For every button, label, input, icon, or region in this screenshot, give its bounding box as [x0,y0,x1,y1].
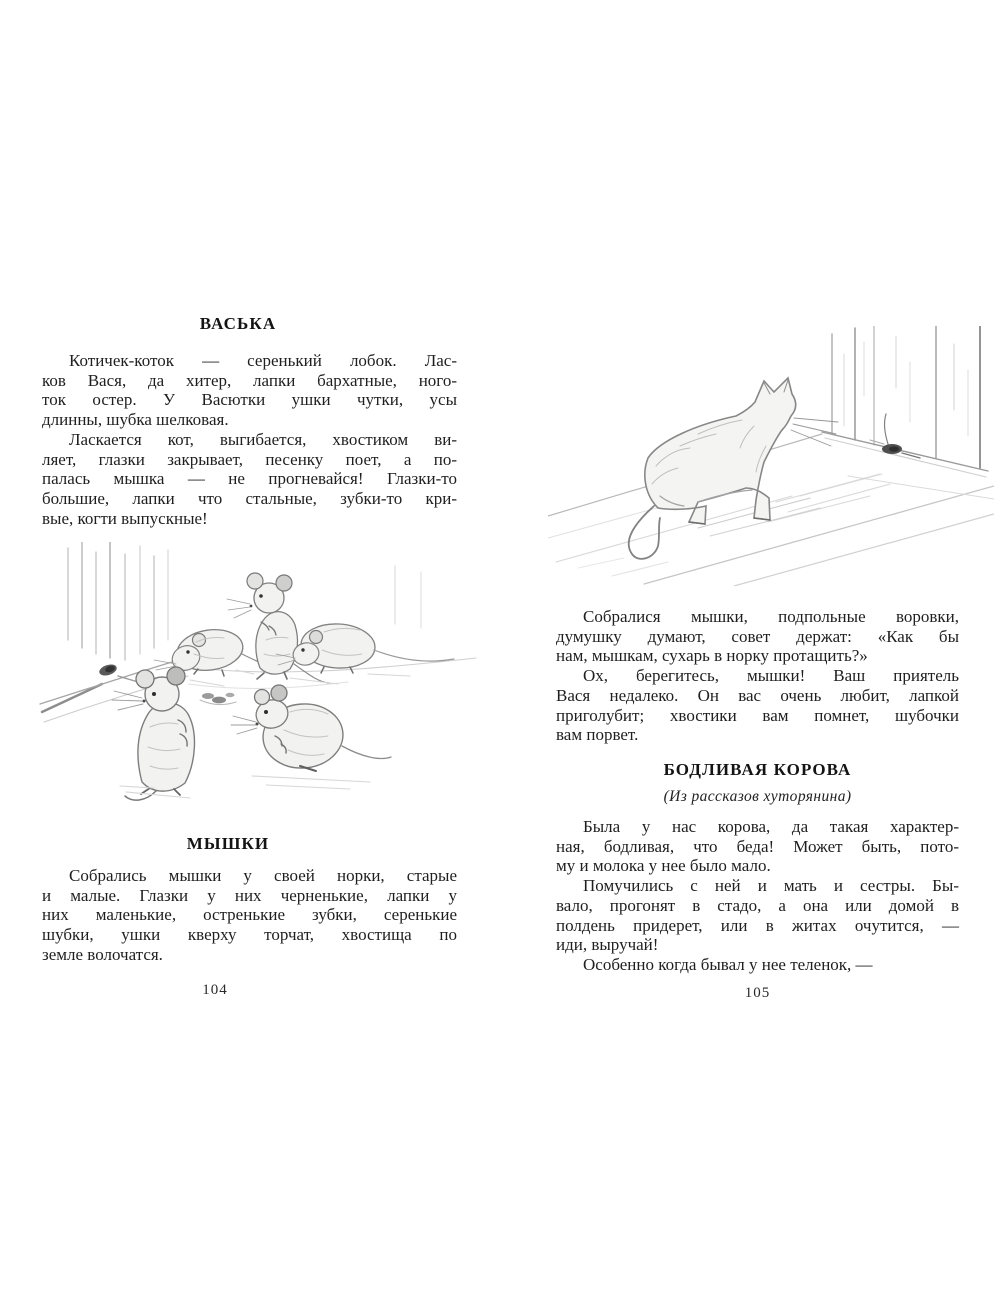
mouse-standing-bottom-left [112,667,194,800]
text-line: Помучились с ней и мать и сестры. Бы- [583,876,959,896]
continuation-text [556,607,959,745]
text-line: му и молока у нее было мало. [556,856,771,876]
mice-illustration [38,542,486,820]
mouse-crouched-bottom-right [231,685,391,771]
page-number-right: 105 [744,985,771,1001]
text-line: нам, мышкам, сухарь в норку протащить?» [556,646,868,666]
text-line: палась мышка — не прогневайся! Глазки-то [42,469,457,489]
text-line: ток остер. У Васютки ушки чутки, усы [42,390,457,410]
text-line: земле волочатся. [42,944,163,964]
page-number-left: 104 [202,982,228,998]
text-line: большие, лапки что стальные, зубки-то кри- [42,488,457,508]
text-line: вые, когти выпускные! [42,508,208,528]
text-line: и малые. Глазки у них черненькие, лапки у [42,885,457,905]
cat-illustration [548,326,994,586]
text-line: ков Вася, да хитер, лапки бархатные, ного- [42,370,457,390]
story-title-bodlivaya-korova: БОДЛИВАЯ КОРОВА [663,760,852,779]
text-line: Была у нас корова, да такая характер- [583,817,959,836]
text-line: полдень придерет, или в житах очутится, — [556,915,959,935]
paragraph [42,351,457,430]
paragraph [42,430,457,529]
paragraph [556,817,959,876]
text-line: вам порвет. [556,725,639,745]
text-line: Особенно когда бывал у нее теленок, — [583,954,873,974]
text-line: шубки, ушки кверху торчат, хвостища по [42,925,457,945]
text-line: Ласкается кот, выгибается, хвостиком ви- [69,429,457,449]
text-line: Котичек-коток — серенький лобок. Лас- [69,351,457,370]
story-title-myshki: МЫШКИ [186,834,270,853]
mouse-crouching-right [276,622,454,673]
text-line: вало, прогонят в стадо, а она или домой в [556,895,959,915]
story-vaska-text [42,351,457,528]
paragraph [556,666,959,745]
text-line: ляет, глазки закрывает, песенку поет, а по- [42,449,457,469]
text-line: длинны, шубка шелковая. [42,410,229,430]
text-line: Ох, берегитесь, мышки! Ваш приятель [583,666,959,686]
story-myshki-text [42,866,457,965]
crumbs [200,693,236,705]
text-line: них маленькие, остренькие зубки, серенькие [42,905,457,925]
cat-whiskers [791,418,838,446]
story-subtitle: (Из рассказов хуторянина) [663,788,852,805]
text-line: Собрались мышки у своей норки, старые [69,866,457,885]
paragraph [556,607,959,666]
text-line: приголубит; хвостики вам помнет, шубочки [556,705,959,725]
paragraph [42,866,457,965]
text-line: ная, бодливая, что беда! Может быть, пото- [556,836,959,856]
cat-body [629,378,838,559]
text-line: Собралися мышки, подпольные воровки, [583,607,959,626]
text-line: Вася недалеко. Он вас очень любит, лапкой [556,685,959,705]
text-line: иди, выручай! [556,935,659,955]
paragraph [556,955,959,975]
story-bodlivaya-text [556,817,959,975]
text-line: думушку думают, совет держат: «Как бы [556,626,959,646]
paragraph [556,876,959,955]
story-title-vaska: ВАСЬКА [199,314,277,333]
mouse-hole [870,414,920,458]
